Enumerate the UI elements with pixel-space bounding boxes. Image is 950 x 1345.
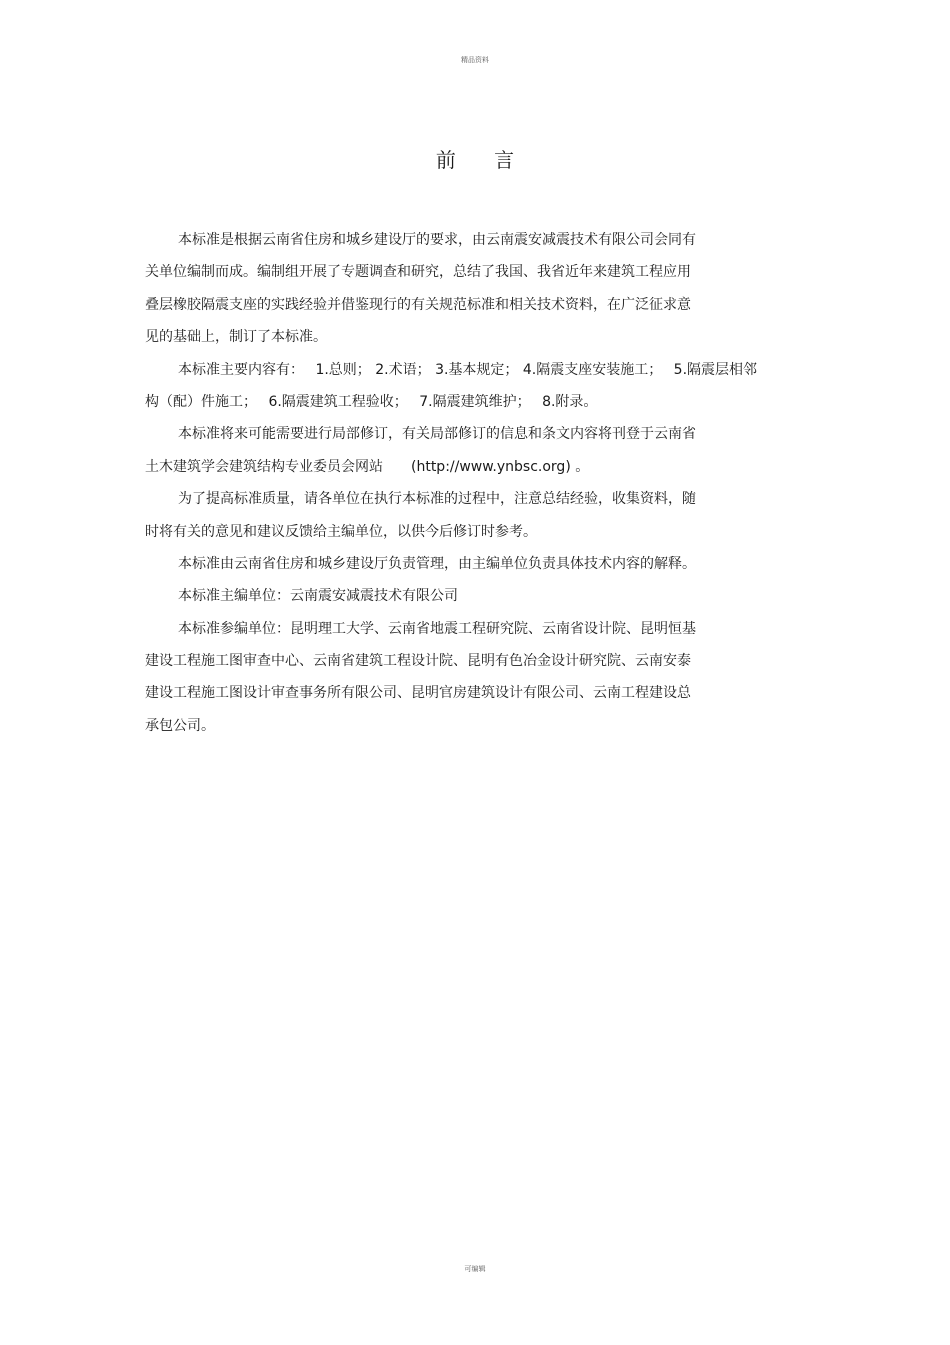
paragraph-line: 本标准将来可能需要进行局部修订，有关局部修订的信息和条文内容将刊登于云南省 [178,426,696,443]
header-note: 精品资料 [461,56,489,64]
paragraph-line: 建设工程施工图审查中心、云南省建筑工程设计院、昆明有色冶金设计研究院、云南安泰 [145,653,691,670]
footer-note: 可编辑 [464,1265,486,1273]
paragraph-line: 叠层橡胶隔震支座的实践经验并借鉴现行的有关规范标准和相关技术资料，在广泛征求意 [145,296,691,313]
page-title: 前 言 [435,148,531,172]
paragraph-line: 见的基础上，制订了本标准。 [145,329,327,346]
preface-body [145,224,805,742]
paragraph-line: 关单位编制而成。编制组开展了专题调查和研究，总结了我国、我省近年来建筑工程应用 [145,264,691,281]
paragraph-line: 承包公司。 [145,717,215,734]
paragraph-line: 建设工程施工图设计审查事务所有限公司、昆明官房建筑设计有限公司、云南工程建设总 [145,685,691,702]
paragraph-line: 时将有关的意见和建议反馈给主编单位，以供今后修订时参考。 [145,523,537,540]
paragraph-line: 本标准由云南省住房和城乡建设厅负责管理，由主编单位负责具体技术内容的解释。 [178,555,696,572]
paragraph-line: 构（配）件施工； 6.隔震建筑工程验收； 7.隔震建筑维护； 8.附录。 [145,393,598,410]
paragraph-line: 本标准主编单位：云南震安减震技术有限公司 [178,588,458,605]
paragraph-line: 土木建筑学会建筑结构专业委员会网站 (http://www.ynbsc.org) 。 [145,458,590,475]
paragraph-line: 本标准参编单位：昆明理工大学、云南省地震工程研究院、云南省设计院、昆明恒基 [178,620,696,637]
paragraph-line: 为了提高标准质量，请各单位在执行本标准的过程中，注意总结经验，收集资料，随 [178,491,696,508]
paragraph-line: 本标准是根据云南省住房和城乡建设厅的要求，由云南震安减震技术有限公司会同有 [178,232,696,248]
paragraph-line: 本标准主要内容有： 1.总则； 2.术语； 3.基本规定； 4.隔震支座安装施工； 5.隔震层相邻 [178,361,758,378]
